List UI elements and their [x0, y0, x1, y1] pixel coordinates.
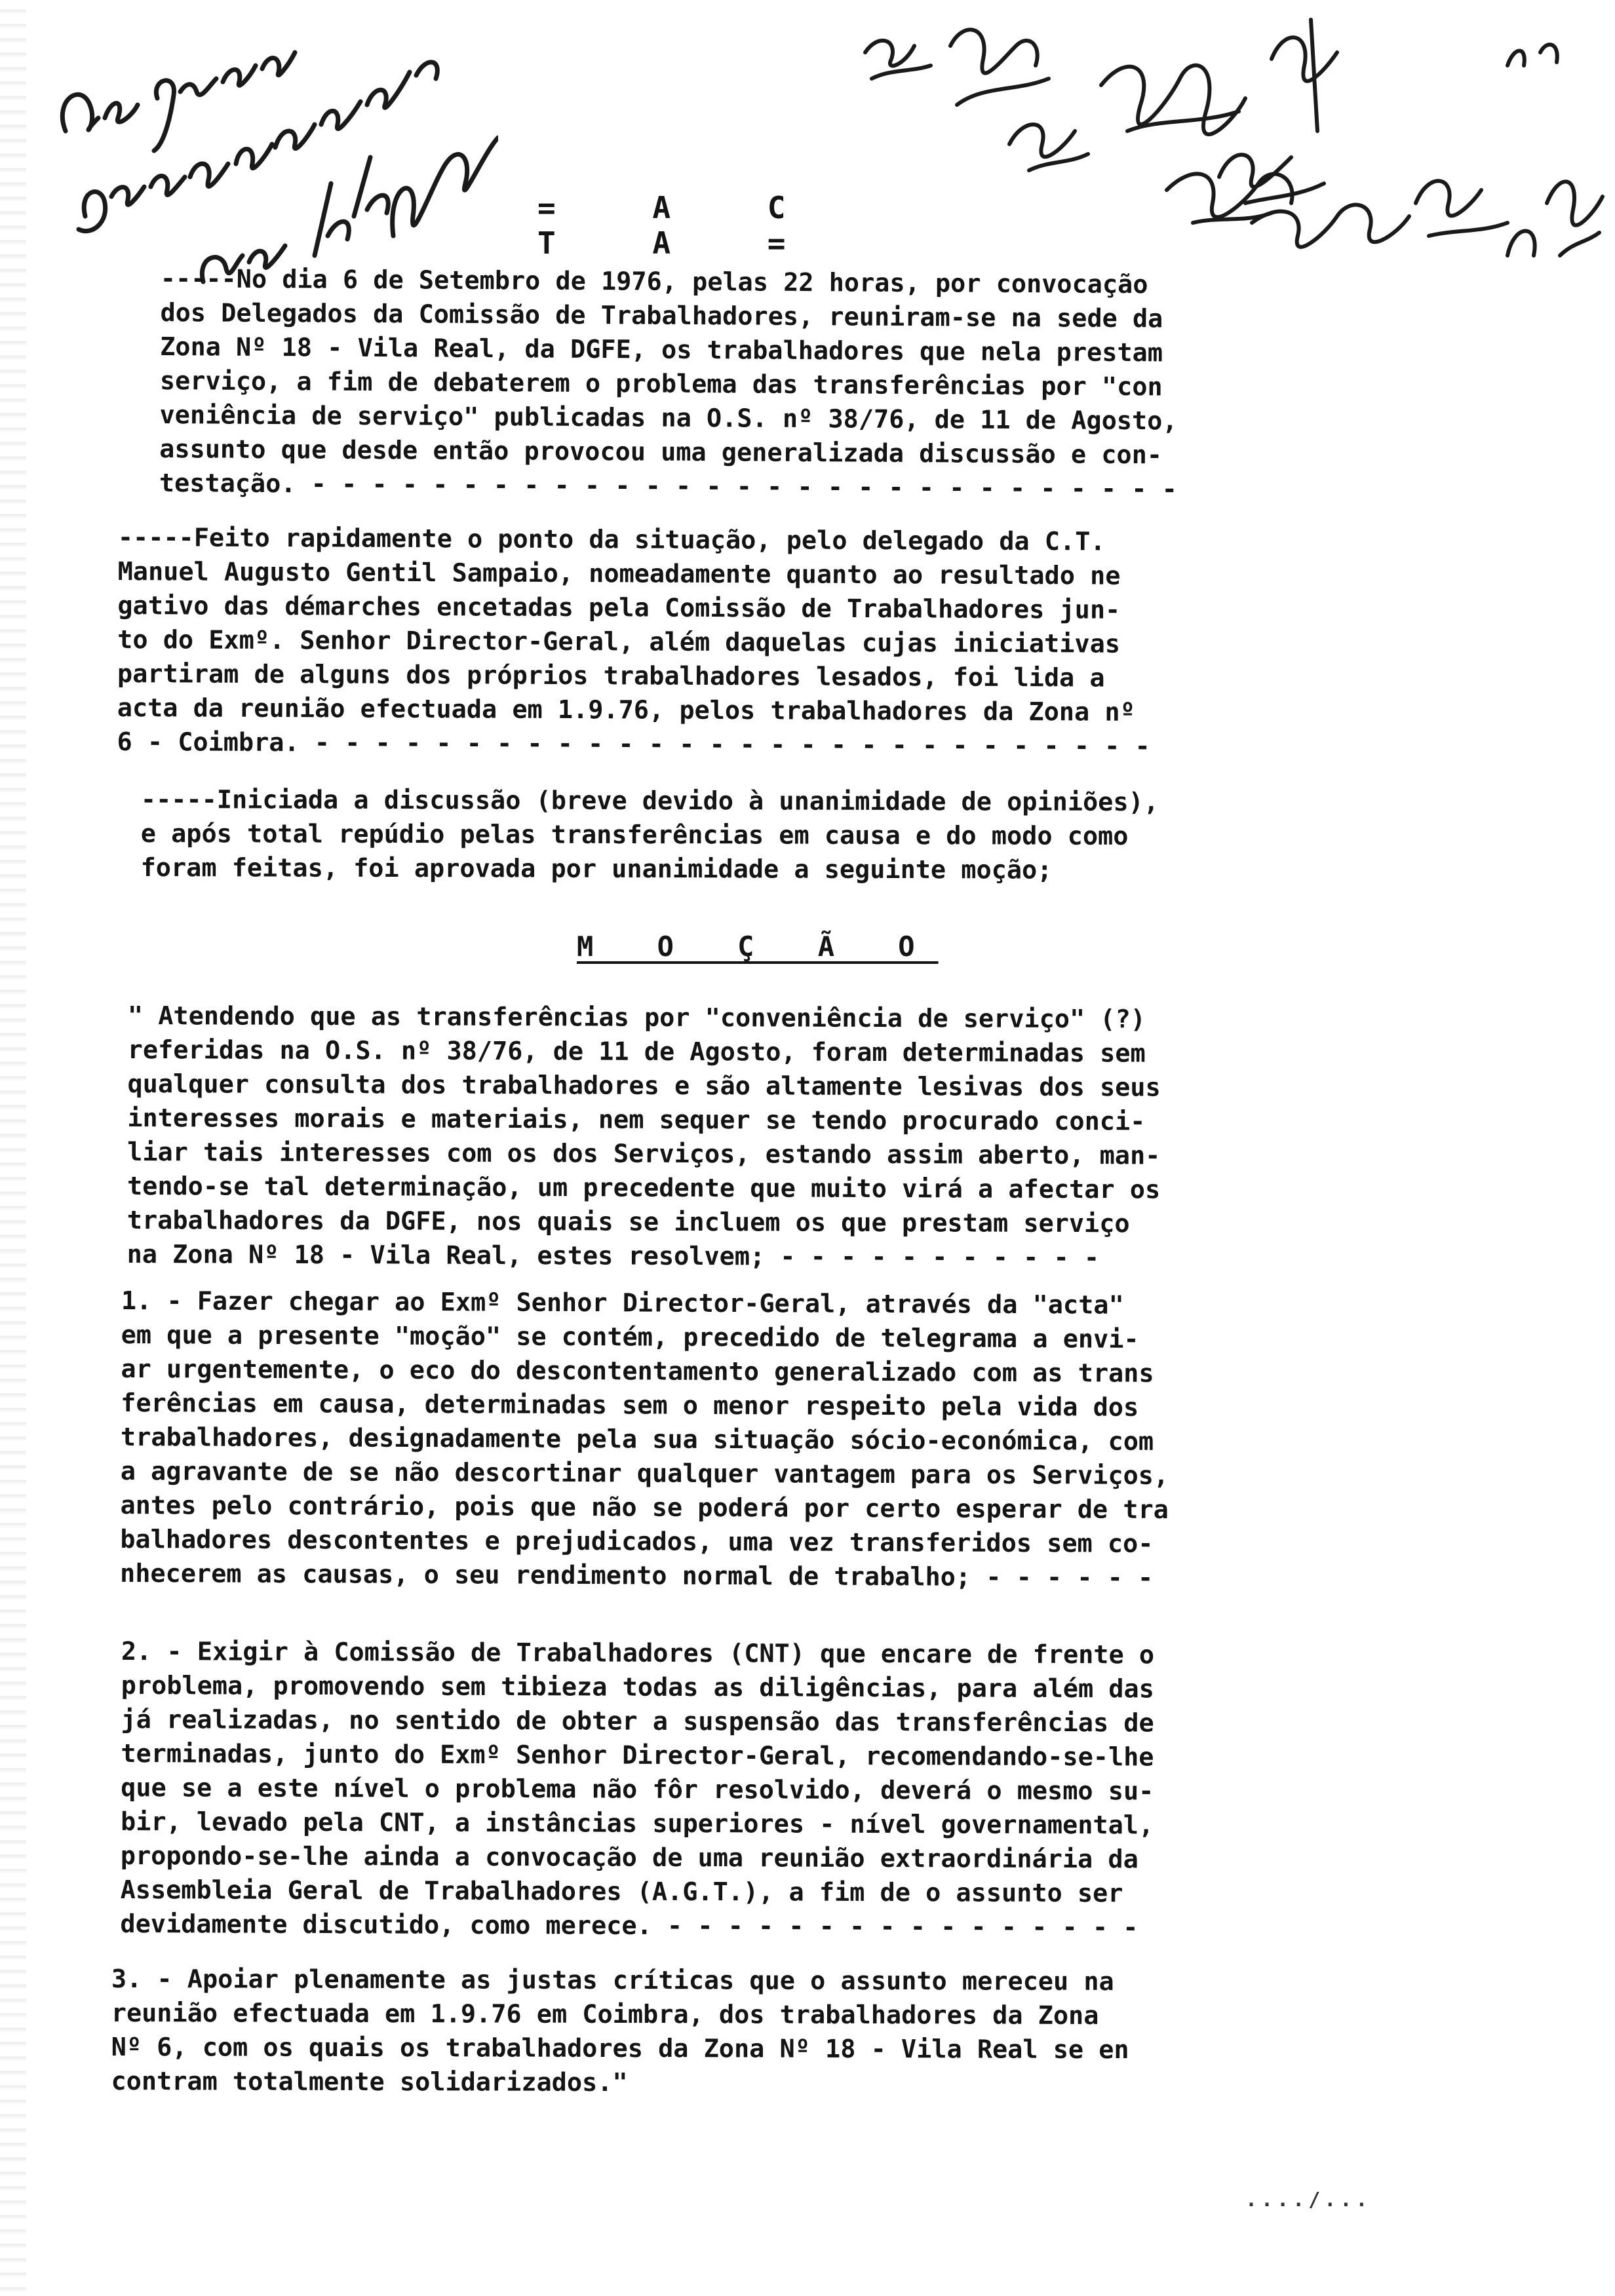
paragraph-resolution-1: 1. - Fazer chegar ao Exmº Senhor Director-Geral, através da "acta" em que a presente "moção" se contém, precedido de telegrama a envi- ar urgentemente, o eco do descontentamento generalizado com as trans ferências em causa, determinadas sem o menor respeito pela vida dos trabalhadores, designadamente pela sua situação sócio-económica, com a agravante de se não descortinar qualquer vantagem para os Serviços, antes pelo contrário, pois que não se poderá por certo esperar de tra balhadores descontentes e prejudicados, uma vez transferidos sem co- nhecerem as causas, o seu rendimento normal de trabalho; - - - - - -: [119, 1286, 1169, 1593]
paragraph-motion-preamble: " Atendendo que as transferências por "conveniência de serviço" (?) referidas na O.S. nº 38/76, de 11 de Agosto, foram determinadas sem qualquer consulta dos trabalhadores e são altamente lesivas dos seus interesses morais e materiais, nem sequer se tendo procurado conci- liar tais interesses com os dos Serviços, estando assim aberto, man- tendo-se tal determinação, um precedente que muito virá a afectar os trabalhadores da DGFE, nos quais se incluem os que prestam serviço na Zona Nº 18 - Vila Real, estes resolvem; - - - - - - - - - - -: [126, 1001, 1161, 1273]
document-title: = A C T A =: [537, 190, 825, 261]
paragraph-meeting-opening: -----No dia 6 de Setembro de 1976, pelas 22 horas, por convocação dos Delegados da Comissão de Trabalhadores, reuniram-se na sede da Zona Nº 18 - Vila Real, da DGFE, os trabalhadores que nela prestam serviço, a fim de debaterem o problema das transferências por "con veniência de serviço" publicadas na O.S. nº 38/76, de 11 de Agosto, assunto que desde então provocou uma generalizada discussão e con- testação. - - - - - - - - - - - - - - - - - - - - - - - - - - - - -: [159, 263, 1178, 505]
scan-edge-noise: [0, 0, 26, 2296]
section-heading-mocao: M O Ç Ã O: [577, 930, 939, 963]
paragraph-situation-report: -----Feito rapidamente o ponto da situação, pelo delegado da C.T. Manuel Augusto Gentil Sampaio, nomeadamente quanto ao resultado ne gativo das démarches encetadas pela Comissão de Trabalhadores jun- to do Exmº. Senhor Director-Geral, além daquelas cujas iniciativas partiram de alguns dos próprios trabalhadores lesados, foi lida a acta da reunião efectuada em 1.9.76, pelos trabalhadores da Zona nº 6 - Coimbra. - - - - - - - - - - - - - - - - - - - - - - - - - - - -: [117, 523, 1150, 761]
continuation-marker: ..../...: [1245, 2189, 1372, 2211]
paragraph-discussion: -----Iniciada a discussão (breve devido à unanimidade de opiniões), e após total repúdio pelas transferências em causa e do modo como foram feitas, foi aprovada por unanimidade a seguinte moção;: [140, 785, 1159, 885]
handwritten-margin-note: [39, 20, 498, 295]
paragraph-resolution-2: 2. - Exigir à Comissão de Trabalhadores (CNT) que encare de frente o problema, promovendo sem tibieza todas as diligências, para além das já realizadas, no sentido de obter a suspensão das transferências de terminadas, junto do Exmº Senhor Director-Geral, recomendando-se-lhe que se a este nível o problema não fôr resolvido, deverá o mesmo su- bir, levado pela CNT, a instâncias superiores - nível governamental, propondo-se-lhe ainda a convocação de uma reunião extraordinária da Assembleia Geral de Trabalhadores (A.G.T.), a fim de o assunto ser devidamente discutido, como merece. - - - - - - - - - - - - - - - -: [120, 1637, 1155, 1943]
handwritten-note-drawing: [39, 20, 498, 295]
paragraph-resolution-3: 3. - Apoiar plenamente as justas críticas que o assunto mereceu na reunião efectuada em 1.9.76 em Coimbra, dos trabalhadores da Zona Nº 6, com os quais os trabalhadores da Zona Nº 18 - Vila Real se en contram totalmente solidarizados.": [111, 1964, 1129, 2098]
